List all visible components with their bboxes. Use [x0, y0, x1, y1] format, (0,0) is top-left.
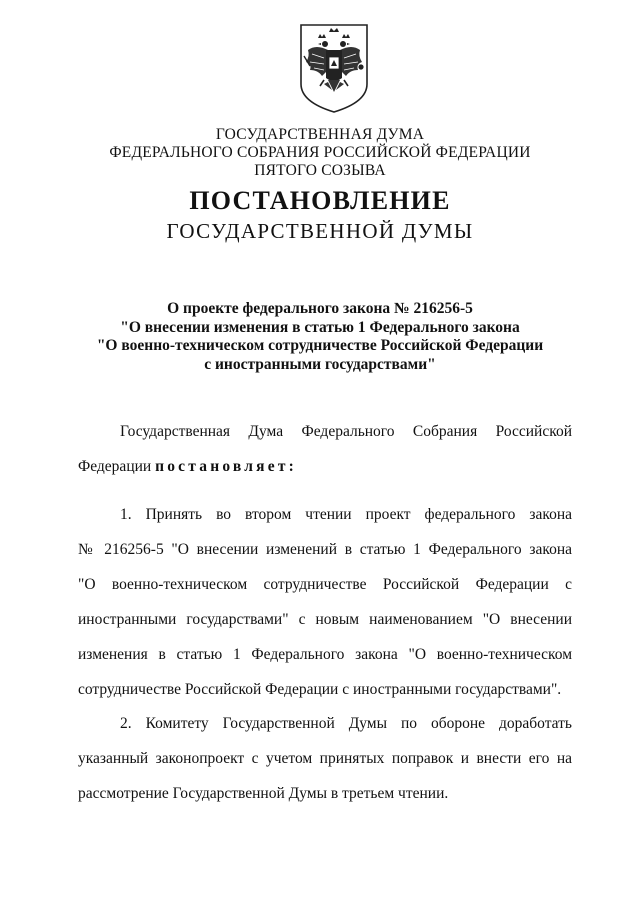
- document-title: ПОСТАНОВЛЕНИЕ: [189, 186, 451, 215]
- preamble-line-2: [78, 458, 572, 476]
- subject-line-4: с иностранными государствами": [204, 355, 436, 373]
- preamble-verb: постановляет:: [155, 458, 297, 475]
- item1-line-5: изменения в статью 1 Федерального закона "О военно-техническом: [78, 646, 572, 663]
- item1-line-1: 1. Принять во втором чтении проект федерального закона: [120, 506, 572, 523]
- header-line-3: ПЯТОГО СОЗЫВА: [254, 162, 386, 179]
- issuer-header: [0, 126, 640, 180]
- item2-line-1: 2. Комитету Государственной Думы по обороне доработать: [120, 715, 572, 732]
- preamble-start: Федерации: [78, 458, 152, 475]
- coat-of-arms-emblem: [298, 22, 370, 114]
- preamble-line-1: Государственная Дума Федерального Собрания Российской: [120, 423, 572, 440]
- subject-line-1: О проекте федерального закона № 216256-5: [167, 300, 473, 317]
- item1-line-3: "О военно-техническом сотрудничестве Российской Федерации с: [78, 576, 572, 593]
- subject-line-3: "О военно-техническом сотрудничестве Российской Федерации: [96, 337, 544, 354]
- subject-line-2: "О внесении изменения в статью 1 Федерального закона: [120, 318, 520, 336]
- item2-line-2: указанный законопроект с учетом принятых поправок и внести его на: [78, 750, 572, 767]
- header-line-1: ГОСУДАРСТВЕННАЯ ДУМА: [215, 126, 425, 143]
- item2-line-3: рассмотрение Государственной Думы в третьем чтении.: [78, 785, 449, 802]
- document-subtitle: ГОСУДАРСТВЕННОЙ ДУМЫ: [166, 219, 474, 243]
- item1-line-2: № 216256-5 "О внесении изменений в статью 1 Федерального закона: [78, 541, 572, 558]
- header-line-2: ФЕДЕРАЛЬНОГО СОБРАНИЯ РОССИЙСКОЙ ФЕДЕРАЦИИ: [109, 144, 531, 161]
- item1-line-4: иностранными государствами" с новым наименованием "О внесении: [78, 611, 572, 628]
- document-subject: [0, 300, 640, 374]
- item1-line-6: сотрудничестве Российской Федерации с иностранными государствами".: [78, 681, 562, 698]
